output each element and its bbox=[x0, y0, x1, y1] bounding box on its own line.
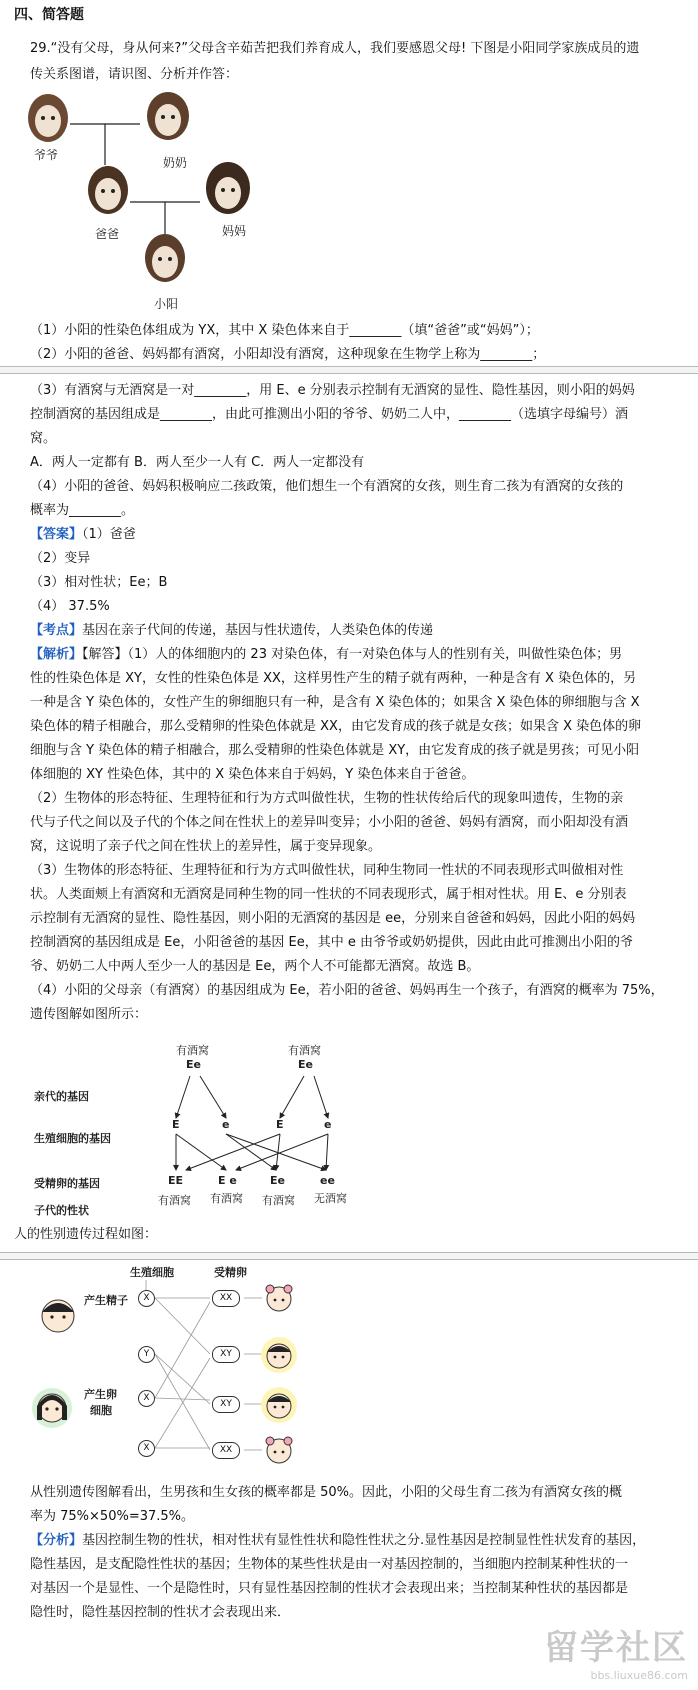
answer-2: （2）变异 bbox=[30, 551, 91, 566]
female-label-1: 产生卵 bbox=[84, 1388, 117, 1401]
site-watermark bbox=[544, 1620, 688, 1682]
question-intro-line1: 29.“没有父母，身从何来?”父母含辛茹苦把我们养育成人，我们要感恩父母! 下图是小阳同学家族成员的遗 bbox=[30, 41, 640, 56]
watermark-text: 留学社区 bbox=[544, 1628, 688, 1668]
boy-baby-icon bbox=[260, 1336, 298, 1374]
kaodian-line bbox=[30, 618, 433, 644]
row-label-gamete: 生殖细胞的基因 bbox=[34, 1132, 111, 1145]
kaodian-tag: 【考点】 bbox=[30, 623, 83, 638]
jiexi-p1-line: 体细胞的 XY 性染色体，其中的 X 染色体来自于妈妈，Y 染色体来自于爸爸。 bbox=[30, 767, 475, 782]
jiexi-p3-line: 爷、奶奶二人中两人至少一人的基因是 Ee，两个人不可能都无酒窝。故选 B。 bbox=[30, 959, 480, 974]
jiexi-tag: 【解析】 bbox=[30, 647, 83, 662]
gamete-label: e bbox=[324, 1118, 332, 1131]
genetics-diagram bbox=[0, 1030, 698, 1230]
zygote-oval: XX bbox=[212, 1442, 240, 1459]
boy-baby-icon bbox=[260, 1386, 298, 1424]
row-label-trait: 子代的性状 bbox=[34, 1204, 89, 1217]
kaodian-text: 基因在亲子代间的传递，基因与性状遗传，人类染色体的传递 bbox=[82, 623, 434, 638]
answer-3: （3）相对性状；Ee；B bbox=[30, 575, 168, 590]
zygote-label: E e bbox=[218, 1174, 237, 1187]
sex-diagram bbox=[0, 1262, 698, 1472]
pedigree-diagram bbox=[0, 90, 320, 320]
pedigree-label-child: 小阳 bbox=[154, 297, 179, 311]
fenxi-line-1 bbox=[30, 1528, 645, 1554]
page-separator-2 bbox=[0, 1252, 698, 1260]
zygote-oval: XY bbox=[212, 1346, 240, 1363]
fenxi-tag: 【分析】 bbox=[30, 1533, 83, 1548]
zygote-label: ee bbox=[320, 1174, 335, 1187]
answer-tag: 【答案】 bbox=[30, 527, 83, 542]
jiexi-p3-line: 控制酒窝的基因组成是 Ee，小阳爸爸的基因 Ee，其中 e 由爷爷或奶奶提供，因此由此可推测出小阳的爷 bbox=[30, 935, 633, 950]
trait-label: 有酒窝 bbox=[158, 1194, 191, 1207]
jiexi-p1-line: （1）人的体细胞内的 23 对染色体，有一对染色体与人的性别有关，叫做性染色体；男 bbox=[127, 647, 623, 662]
jiexi-tag2: 【解答】 bbox=[82, 647, 128, 662]
pedigree-label-mom: 妈妈 bbox=[222, 224, 247, 238]
jiexi-p1-line: 染色体的精子相融合，那么受精卵的性染色体就是 XX，由它发育成的孩子就是女孩；如果含 X 染色体的卵 bbox=[30, 719, 642, 734]
gamete-label: E bbox=[276, 1118, 284, 1131]
female-label-2: 细胞 bbox=[90, 1404, 112, 1417]
question-intro-line2: 传关系图谱，请识图、分析并作答： bbox=[30, 67, 239, 82]
gamete-label: E bbox=[172, 1118, 180, 1131]
pedigree-label-grandma: 奶奶 bbox=[163, 156, 188, 170]
trait-label: 有酒窝 bbox=[262, 1194, 295, 1207]
jiexi-p1-line: 细胞与含 Y 染色体的精子相融合，那么受精卵的性染色体就是 XY，由它发育成的孩子就是男孩；可见小阳 bbox=[30, 743, 640, 758]
page-separator-1 bbox=[0, 366, 698, 374]
parent-gene-right: Ee bbox=[298, 1058, 313, 1071]
answer-1: （1）爸爸 bbox=[82, 527, 136, 542]
question-4-line1: （4）小阳的爸爸、妈妈积极响应二孩政策，他们想生一个有酒窝的女孩，则生育二孩为有酒窝的女孩的 bbox=[30, 479, 624, 494]
genetics-arrows bbox=[0, 1030, 698, 1230]
trait-label: 无酒窝 bbox=[314, 1192, 347, 1205]
conclusion-line: 率为 75%×50%=37.5%。 bbox=[30, 1509, 195, 1524]
question-4-line2: 概率为________。 bbox=[30, 503, 135, 518]
gamete-circle: X bbox=[138, 1440, 155, 1457]
grandma-face-icon bbox=[147, 92, 189, 140]
jiexi-p3-line: 状。人类面颊上有酒窝和无酒窝是同种生物的同一性状的不同表现形式，属于相对性状。用 E、e 分别表 bbox=[30, 887, 627, 902]
row-label-parent-gene: 亲代的基因 bbox=[34, 1090, 89, 1103]
question-3-line1: （3）有酒窝与无酒窝是一对________，用 E、e 分别表示控制有无酒窝的显性、隐性基因，则小阳的妈妈 bbox=[30, 383, 635, 398]
fenxi-line: 隐性基因，是支配隐性性状的基因；生物体的某些性状是由一对基因控制的，当细胞内控制某种性状的一 bbox=[30, 1557, 629, 1572]
sex-diagram-lines bbox=[0, 1262, 698, 1472]
gamete-circle: Y bbox=[138, 1346, 155, 1363]
jiexi-p1-line: 性的性染色体是 XY，女性的性染色体是 XX，这样男性产生的精子就有两种，一种是含有 X 染色体的，另 bbox=[30, 671, 637, 686]
pedigree-label-dad: 爸爸 bbox=[95, 227, 120, 241]
section-title: 四、简答题 bbox=[14, 7, 84, 23]
gamete-label: e bbox=[222, 1118, 230, 1131]
jiexi-line-1 bbox=[30, 642, 622, 668]
fenxi-line: 对基因一个是显性、一个是隐性时，只有显性基因控制的性状才会表现出来；当控制某种性状的基因都是 bbox=[30, 1581, 629, 1596]
mom-face-icon bbox=[206, 162, 250, 214]
gamete-circle: X bbox=[138, 1290, 155, 1307]
question-2: （2）小阳的爸爸、妈妈都有酒窝，小阳却没有酒窝，这种现象在生物学上称为________； bbox=[30, 347, 546, 362]
zygote-label: Ee bbox=[270, 1174, 285, 1187]
jiexi-p3-line: 示控制有无酒窝的显性、隐性基因，则小阳的无酒窝的基因是 ee，分别来自爸爸和妈妈，因此小阳的妈妈 bbox=[30, 911, 636, 926]
dad-face-icon bbox=[88, 166, 128, 214]
zygote-label: EE bbox=[168, 1174, 184, 1187]
sex-diagram-intro: 人的性别遗传过程如图： bbox=[14, 1227, 158, 1242]
parent-gene-left: Ee bbox=[186, 1058, 201, 1071]
girl-baby-icon bbox=[262, 1282, 296, 1316]
jiexi-p4-line: （4）小阳的父母亲（有酒窝）的基因组成为 Ee，若小阳的爸爸、妈妈再生一个孩子，有酒窝的概率为 75%， bbox=[30, 983, 664, 998]
gamete-circle: X bbox=[138, 1390, 155, 1407]
male-label: 产生精子 bbox=[84, 1294, 128, 1307]
answer-4: （4） 37.5% bbox=[30, 599, 110, 614]
fenxi-line: 基因控制生物的性状，相对性状有显性性状和隐性性状之分.显性基因是控制显性性状发育的基因， bbox=[82, 1533, 646, 1548]
jiexi-p2-line: （2）生物体的形态特征、生理特征和行为方式叫做性状，生物的性状传给后代的现象叫遗传，生物的亲 bbox=[30, 791, 624, 806]
parent-trait-right: 有酒窝 bbox=[288, 1044, 321, 1057]
watermark-url: bbs.liuxue86.com bbox=[590, 1669, 688, 1682]
question-3-line3: 窝。 bbox=[30, 431, 57, 446]
child-face-icon bbox=[145, 234, 185, 282]
question-3-options: A．两人一定都有 B．两人至少一人有 C．两人一定都没有 bbox=[30, 455, 365, 470]
trait-label: 有酒窝 bbox=[210, 1192, 243, 1205]
question-1: （1）小阳的性染色体组成为 YX，其中 X 染色体来自于________（填“爸爸”或“妈妈”）； bbox=[30, 323, 539, 338]
fenxi-line: 隐性时，隐性基因控制的性状才会表现出来． bbox=[30, 1605, 291, 1620]
pedigree-label-grandpa: 爷爷 bbox=[34, 148, 59, 162]
zygote-oval: XY bbox=[212, 1396, 240, 1413]
jiexi-p1-line: 一种是含 Y 染色体的，女性产生的卵细胞只有一种，是含有 X 染色体的；如果含 X 染色体的卵细胞与含 X bbox=[30, 695, 640, 710]
header-zygote: 受精卵 bbox=[214, 1266, 247, 1279]
jiexi-p4-line: 遗传图解如图所示： bbox=[30, 1007, 148, 1022]
jiexi-p2-line: 窝，这说明了亲子代之间在性状上的差异性，属于变异现象。 bbox=[30, 839, 382, 854]
row-label-zygote: 受精卵的基因 bbox=[34, 1177, 100, 1190]
jiexi-p2-line: 代与子代之间以及子代的个体之间在性状上的差异叫变异；小小阳的爸爸、妈妈有酒窝，而小阳却没有酒 bbox=[30, 815, 629, 830]
conclusion-line: 从性别遗传图解看出，生男孩和生女孩的概率都是 50%。因此，小阳的父母生育二孩为有酒窝女孩的概 bbox=[30, 1485, 623, 1500]
answer-line-1 bbox=[30, 522, 136, 548]
header-gamete: 生殖细胞 bbox=[130, 1266, 174, 1279]
question-3-line2: 控制酒窝的基因组成是________，由此可推测出小阳的爷爷、奶奶二人中，________（选填字母编号）酒 bbox=[30, 407, 629, 422]
zygote-oval: XX bbox=[212, 1290, 240, 1307]
grandpa-face-icon bbox=[28, 94, 68, 142]
jiexi-p3-line: （3）生物体的形态特征、生理特征和行为方式叫做性状，同种生物同一性状的不同表现形式叫做相对性 bbox=[30, 863, 624, 878]
girl-baby-icon bbox=[262, 1434, 296, 1468]
parent-trait-left: 有酒窝 bbox=[176, 1044, 209, 1057]
